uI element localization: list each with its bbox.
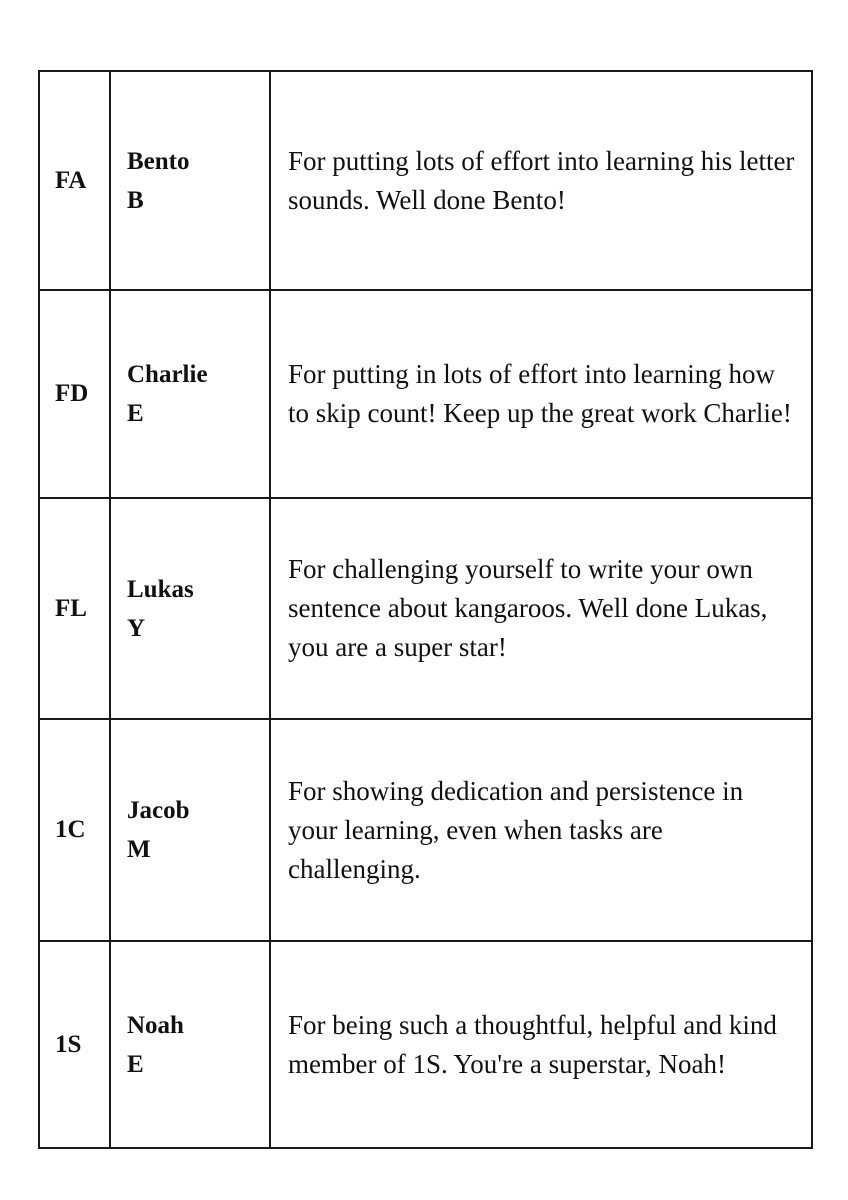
student-name: [110, 941, 270, 1148]
student-initial: E: [127, 400, 144, 427]
student-first-name: Jacob: [127, 797, 190, 824]
award-row: [39, 719, 812, 941]
award-description: For showing dedication and persistence in your learning, even when tasks are challenging.: [270, 719, 812, 941]
student-initial: Y: [127, 614, 146, 642]
awards-table: [38, 70, 813, 1149]
student-first-name: Charlie: [127, 361, 208, 388]
student-first-name: Noah: [127, 1011, 184, 1039]
class-code: FL: [39, 498, 110, 719]
award-row: [39, 498, 812, 719]
class-code: FA: [39, 71, 110, 290]
student-name: [110, 498, 270, 719]
class-code: 1C: [39, 719, 110, 941]
student-name: [110, 719, 270, 941]
class-code: FD: [39, 290, 110, 498]
award-description: For being such a thoughtful, helpful and kind member of 1S. You're a superstar, Noah!: [270, 941, 812, 1148]
student-initial: B: [127, 186, 144, 214]
student-first-name: Lukas: [127, 575, 194, 603]
class-code: 1S: [39, 941, 110, 1148]
award-description: For putting in lots of effort into learning how to skip count! Keep up the great work Charlie!: [270, 290, 812, 498]
award-description: For challenging yourself to write your own sentence about kangaroos. Well done Lukas, you are a super star!: [270, 498, 812, 719]
student-first-name: Bento: [127, 147, 190, 175]
award-row: [39, 71, 812, 290]
student-initial: M: [127, 836, 151, 863]
student-name: [110, 71, 270, 290]
award-row: [39, 941, 812, 1148]
award-row: [39, 290, 812, 498]
student-initial: E: [127, 1050, 144, 1078]
award-description: For putting lots of effort into learning his letter sounds. Well done Bento!: [270, 71, 812, 290]
student-name: [110, 290, 270, 498]
